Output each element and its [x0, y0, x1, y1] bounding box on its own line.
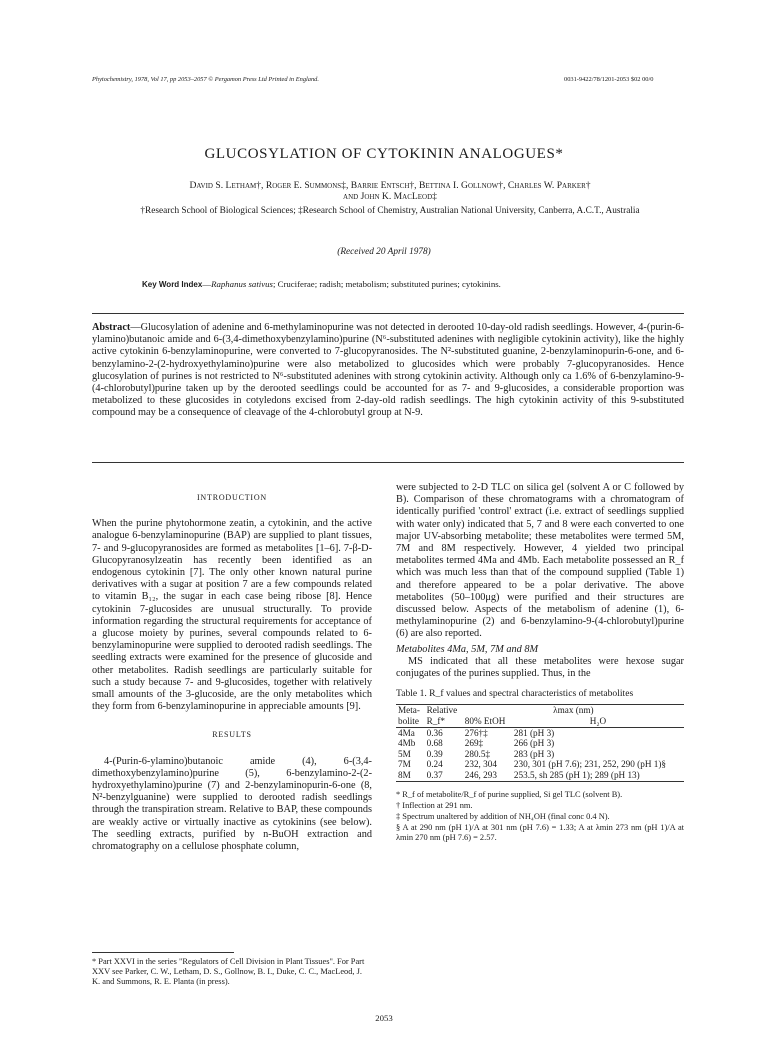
- received-date: (Received 20 April 1978): [337, 247, 431, 257]
- cell-h2o: 253.5, sh 285 (pH 1); 289 (pH 13): [513, 770, 640, 781]
- keywords: Key Word Index—Raphanus sativus; Cruciferae; radish; metabolism; substituted purines; cytokinins.: [142, 279, 501, 289]
- cell-h2o: 283 (pH 3): [513, 748, 555, 759]
- table-caption: Table 1. R_f values and spectral characteristics of metabolites: [396, 688, 634, 700]
- table-row: [396, 749, 684, 760]
- cell-rf: 0.36: [426, 727, 443, 738]
- cell-rf: 0.39: [426, 748, 443, 759]
- cell-etoh: 246, 293: [464, 770, 497, 781]
- footnote: * Part XXVI in the series "Regulators of Cell Division in Plant Tissues". For Part XXV see Parker, C. W., Letham, D. S., Gollnow, B. I., Duke, C. C., MacLeod, J. K. and Summons, R. E. Planta (in press).: [92, 957, 365, 986]
- article-title: GLUCOSYLATION OF CYTOKININ ANALOGUES*: [204, 146, 564, 162]
- cell-etoh: 280.5‡: [464, 748, 491, 759]
- cell-metabolite: 7M: [398, 759, 411, 770]
- metabolites-subhead: Metabolites 4Ma, 5M, 7M and 8M: [396, 643, 539, 655]
- authors-line-1: David S. Letham†, Roger E. Summons‡, Barrie Entsch†, Bettina I. Gollnow†, Charles W. Parker†: [189, 180, 591, 191]
- keywords-species: Raphanus sativus: [211, 279, 273, 289]
- cell-etoh: 269‡: [464, 738, 484, 749]
- table-note: † Inflection at 291 nm.: [396, 800, 473, 810]
- footnote-rule: [92, 952, 234, 953]
- right-para-2: MS indicated that all these metabolites were hexose sugar conjugates of the purines supplied. Thus, in the: [396, 655, 684, 680]
- introduction-text: When the purine phytohormone zeatin, a cytokinin, and the active analogue 6-benzylaminopurine (BAP) are supplied to plant tissues, 7- and 9-glucopyranosides are formed as metabolites [1–6]. 7-β-D-Glucopyranosylzeatin has recently been identified as an endogenous cytokinin [7]. The only other known natural purine derivatives with a sugar at position 7 are a few compounds related to vitamin B₁₂, the sugar in each case being ribose [8]. Hence cytokinin 7-glucosides are unusual structurally. To provide information regarding the structural requirements for acceptance of a glucose moiety by purines, several compounds related to 6-benzylaminopurine were supplied to derooted radish seedlings. The seedling extracts were examined for the presence of glucoside and other metabolites. Radish seedlings are particularly suitable for such a study because 7- and 9-glucosides, together with relatively small amounts of the 3-glucoside, are the only metabolites which they form from 6-benzylaminopurine in appreciable amounts [9].: [92, 518, 372, 713]
- affiliation: †Research School of Biological Sciences; ‡Research School of Chemistry, Australian National University, Canberra, A.C.T., Australia: [140, 206, 640, 216]
- table-row: [396, 727, 684, 738]
- th-metabolite-2: bolite: [398, 716, 419, 727]
- table-row: [396, 738, 684, 749]
- journal-citation: Phytochemistry, 1978, Vol 17, pp 2053–2057 © Pergamon Press Ltd Printed in England.: [92, 76, 319, 83]
- results-heading: RESULTS: [212, 730, 252, 740]
- introduction-heading: INTRODUCTION: [196, 493, 268, 502]
- authors: [90, 180, 690, 202]
- keywords-rest: ; Cruciferae; radish; metabolism; substituted purines; cytokinins.: [272, 279, 501, 289]
- cell-etoh: 276†‡: [464, 727, 488, 738]
- cell-h2o: 266 (pH 3): [513, 738, 555, 749]
- cell-metabolite: 4Mb: [398, 738, 416, 749]
- th-h2o: H₂O: [589, 716, 607, 727]
- table-row: [396, 770, 684, 781]
- rule-bottom: [92, 462, 684, 463]
- table-notes: [396, 790, 684, 843]
- right-para-1: were subjected to 2-D TLC on silica gel (solvent A or C followed by B). Comparison of these chromatograms with a chromatogram of identically purified 'control' extract (i.e. extract of seedlings supplied with water only) indicated that 5, 7 and 8 were each converted to one major UV-absorbing metabolite; these metabolites were termed 5M, 7M and 8M respectively. However, 4 yielded two principal metabolites termed 4Ma and 4Mb. Each metabolite possessed an R_f which was much less than that of the compound supplied (Table 1) and therefore appeared to be a polar derivative. The above metabolites (50–100μg) were purified and their structures are discussed below. Aspects of the metabolism of adenine (1), 6-methylaminopurine (2) and 6-benzylamino-9-(4-chlorobutyl)purine (6) are also reported.: [396, 482, 684, 640]
- page-number: 2053: [375, 1013, 393, 1023]
- cell-metabolite: 8M: [398, 770, 411, 781]
- abstract-label: Abstract: [92, 322, 131, 333]
- cell-metabolite: 4Ma: [398, 727, 415, 738]
- right-column: [396, 482, 684, 844]
- left-column: [92, 486, 372, 853]
- cell-h2o: 230, 301 (pH 7.6); 231, 252, 290 (pH 1)§: [513, 759, 666, 770]
- cell-h2o: 281 (pH 3): [513, 727, 555, 738]
- results-text: 4-(Purin-6-ylamino)butanoic amide (4), 6-(3,4-dimethoxybenzylamino)purine (5), 6-benzylamino-2-(2-hydroxyethylamino)purine (7) and 2-benzylaminopurin-6-one (8, N²-benzylguanine) were supplied to derooted radish seedlings through the transpiration stream. Relative to BAP, these compounds are weakly active or virtually inactive as cytokinins (see below). The seedling extracts, purified by n-BuOH extraction and chromatography on a cellulose phosphate column,: [92, 755, 372, 853]
- abstract-text: —Glucosylation of adenine and 6-methylaminopurine was not detected in derooted 10-day-old radish seedlings. However, 4-(purin-6-ylamino)butanoic amide and 6-(3,4-dimethoxybenzylamino)purine (N⁶-substituted adenines with negligible cytokinin activity), like the highly active cytokinin 6-benzylaminopurine, were converted to 7-glucopyranosides. The N²-substituted guanine, 2-benzylaminopurin-6-one, and 6-benzylamino-2-(2-hydroxyethylamino)purine were also metabolized to glucosides which were probably 7-glucopyranosides. Hence glucosylation of purines is not restricted to N⁶-substituted adenines with strong cytokinin activity. Although only ca 1.6% of 6-benzylamino-9-(4-chlorobutyl)purine taken up by the derooted seedlings could be accounted for as 7- and 9-glucosides, a considerable proportion was metabolized to these glucosides in cotyledons excised from 2-day-old radish seedlings. The high cytokinin activity of this 9-substituted compound may be a consequence of cleavage of the 4-chlorobutyl group at N-9.: [92, 322, 684, 419]
- rule-top: [92, 313, 684, 314]
- cell-metabolite: 5M: [398, 748, 411, 759]
- article-code: 0031-9422/78/1201-2053 $02 00/0: [564, 76, 654, 83]
- th-metabolite-1: Meta-: [398, 705, 420, 716]
- table-note: § A at 290 nm (pH 1)/A at 301 nm (pH 7.6) = 1.33; A at λmin 273 nm (pH 1)/A at λmin 270 nm (pH 7.6) = 2.57.: [396, 822, 684, 842]
- table-note: ‡ Spectrum unaltered by addition of NH₄OH (final conc 0.4 N).: [396, 811, 610, 821]
- cell-rf: 0.68: [426, 738, 443, 749]
- th-rf-1: Relative: [426, 705, 458, 716]
- cell-etoh: 232, 304: [464, 759, 497, 770]
- table-note: * R_f of metabolite/R_f of purine supplied, Si gel TLC (solvent B).: [396, 789, 623, 799]
- th-etoh: 80% EtOH: [464, 716, 506, 727]
- table-1: [396, 704, 684, 783]
- table-row: [396, 759, 684, 770]
- keywords-label: Key Word Index: [142, 280, 203, 289]
- cell-rf: 0.24: [426, 759, 443, 770]
- th-lambda: λmax (nm): [553, 705, 594, 716]
- cell-rf: 0.37: [426, 770, 443, 781]
- authors-line-2: and John K. MacLeod‡: [343, 191, 437, 202]
- th-rf-2: R_f*: [426, 716, 445, 727]
- abstract: [92, 322, 684, 420]
